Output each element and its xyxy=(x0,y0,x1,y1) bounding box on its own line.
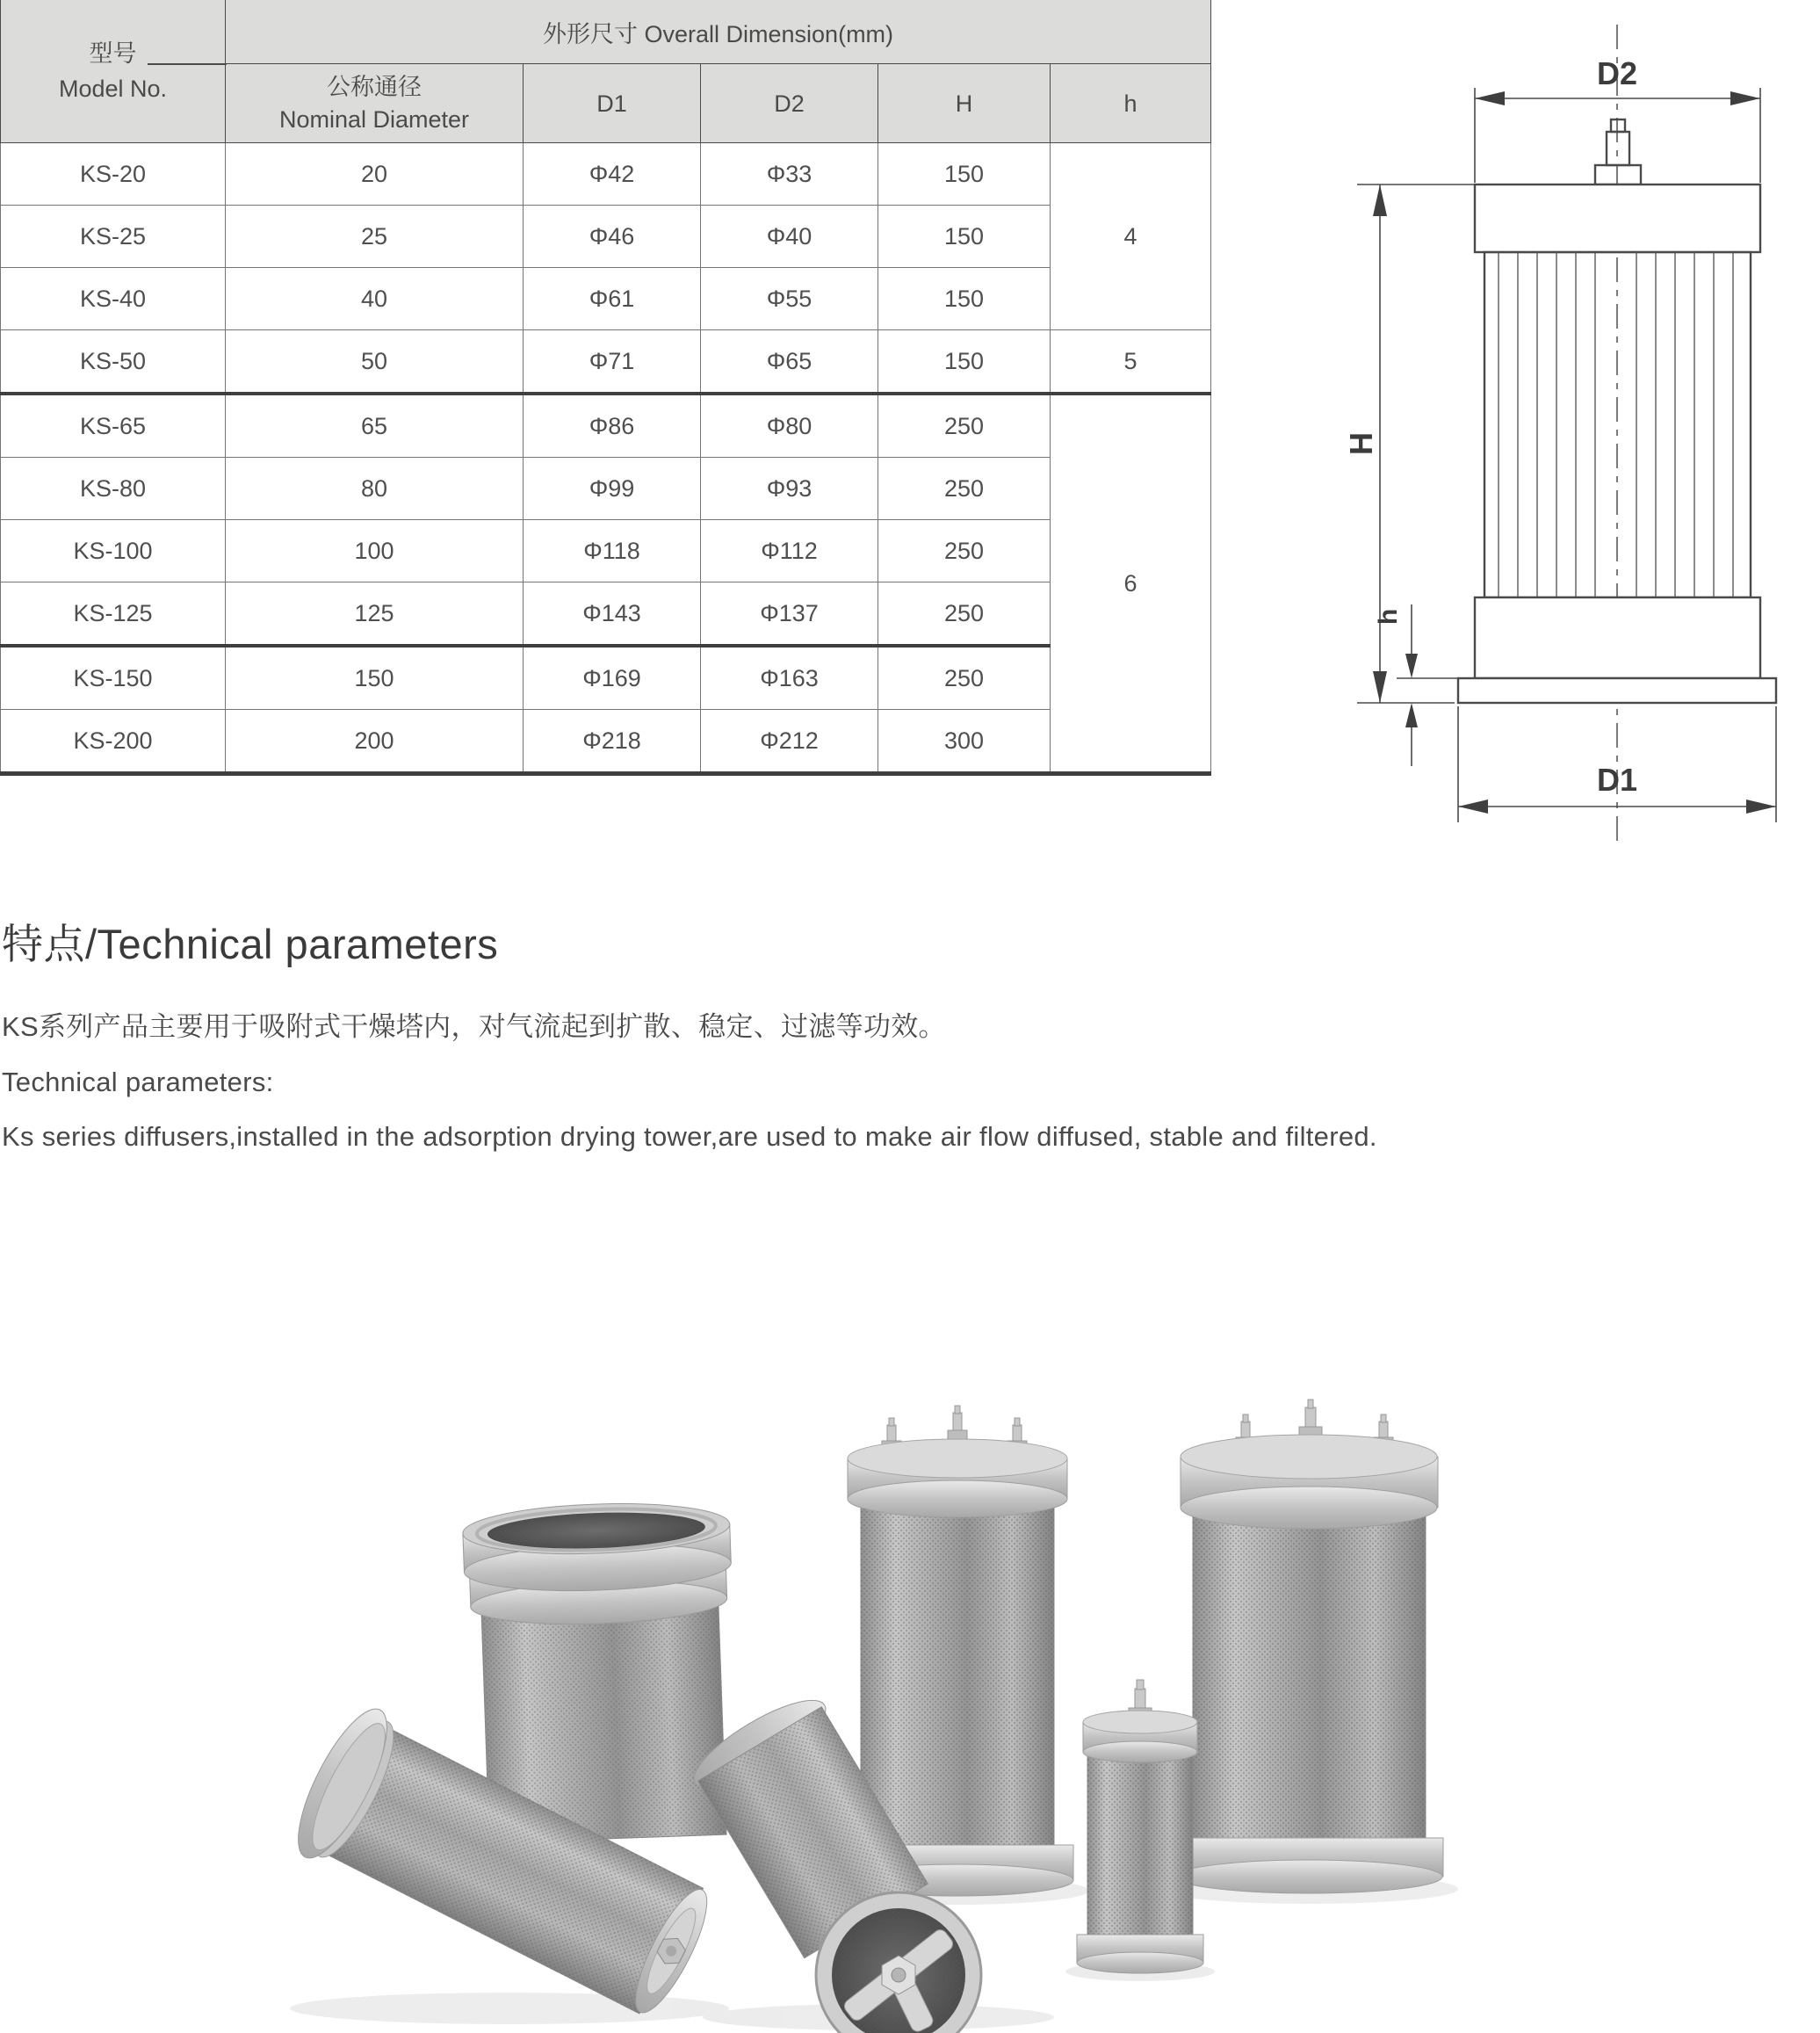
cell-H: 300 xyxy=(878,710,1051,774)
cell-model: KS-125 xyxy=(1,582,226,647)
cell-d2: Φ33 xyxy=(701,143,878,206)
table-row xyxy=(1,710,1211,774)
arrowhead xyxy=(1458,799,1488,814)
header-h: h xyxy=(1051,64,1211,143)
cell-model: KS-150 xyxy=(1,646,226,710)
cell-dn: 25 xyxy=(226,206,524,268)
arrowhead xyxy=(1475,91,1505,105)
header-nominal-diameter xyxy=(226,64,524,143)
cell-d1: Φ71 xyxy=(524,330,701,394)
stud-tip xyxy=(1611,119,1625,132)
cell-dn: 40 xyxy=(226,268,524,330)
cell-H: 250 xyxy=(878,646,1051,710)
bottom-collar xyxy=(1475,597,1760,678)
features-heading: 特点/Technical parameters xyxy=(2,921,499,967)
base-flange xyxy=(1458,678,1776,703)
stud-base xyxy=(1595,165,1641,184)
cell-d1: Φ99 xyxy=(524,458,701,520)
cell-h-group-4: 4 xyxy=(1051,143,1211,330)
cell-H: 150 xyxy=(878,268,1051,330)
header-nominal-cn: 公称通径 xyxy=(327,74,422,101)
cell-dn: 150 xyxy=(226,646,524,710)
mesh-body xyxy=(1484,252,1751,597)
label-H: H xyxy=(1343,432,1379,455)
cell-h-group-5: 5 xyxy=(1051,330,1211,394)
cell-H: 250 xyxy=(878,458,1051,520)
cell-dn: 200 xyxy=(226,710,524,774)
top-cap xyxy=(1475,184,1760,252)
table-row xyxy=(1,520,1211,582)
cell-d1: Φ118 xyxy=(524,520,701,582)
cell-d1: Φ86 xyxy=(524,394,701,458)
table-row xyxy=(1,458,1211,520)
header-divider-notch xyxy=(148,63,227,65)
table-row xyxy=(1,646,1211,710)
cell-d2: Φ55 xyxy=(701,268,878,330)
filter-standing-large xyxy=(1175,1400,1443,1893)
header-model-no xyxy=(1,0,226,143)
cell-H: 250 xyxy=(878,394,1051,458)
cell-dn: 125 xyxy=(226,582,524,647)
arrowhead xyxy=(1373,671,1387,703)
cell-dn: 65 xyxy=(226,394,524,458)
table-row xyxy=(1,582,1211,647)
cell-dn: 100 xyxy=(226,520,524,582)
features-section xyxy=(2,912,1407,1153)
h-dimension xyxy=(1397,604,1458,766)
cell-model: KS-80 xyxy=(1,458,226,520)
table-row xyxy=(1,206,1211,268)
d2-dimension xyxy=(1475,88,1760,183)
cell-d2: Φ40 xyxy=(701,206,878,268)
header-d1: D1 xyxy=(524,64,701,143)
arrowhead xyxy=(1373,184,1387,216)
cell-d2: Φ212 xyxy=(701,710,878,774)
stud-body xyxy=(1607,132,1629,165)
mesh-pleat-lines xyxy=(1499,252,1733,597)
cell-d1: Φ61 xyxy=(524,268,701,330)
features-line-label: Technical parameters: xyxy=(2,1067,274,1097)
arrowhead xyxy=(1405,654,1418,678)
header-nominal-en: Nominal Diameter xyxy=(278,105,470,133)
H-dimension xyxy=(1357,184,1475,703)
table-row xyxy=(1,268,1211,330)
table-row xyxy=(1,330,1211,394)
cell-H: 150 xyxy=(878,143,1051,206)
cell-d2: Φ80 xyxy=(701,394,878,458)
arrowhead xyxy=(1730,91,1760,105)
cell-d1: Φ169 xyxy=(524,646,701,710)
label-h: h xyxy=(1374,608,1403,626)
label-d2: D2 xyxy=(1596,55,1638,91)
d1-dimension xyxy=(1458,706,1776,822)
cell-model: KS-20 xyxy=(1,143,226,206)
header-H: H xyxy=(878,64,1051,143)
header-model-cn: 型号 xyxy=(89,40,137,67)
product-photo xyxy=(246,1371,1564,2033)
dimension-table xyxy=(0,0,1211,776)
cell-d2: Φ65 xyxy=(701,330,878,394)
cell-model: KS-40 xyxy=(1,268,226,330)
cell-model: KS-65 xyxy=(1,394,226,458)
filter-standing-small xyxy=(1077,1680,1203,1973)
arrowhead xyxy=(1405,703,1418,727)
header-model-en: Model No. xyxy=(58,76,168,102)
cell-d2: Φ112 xyxy=(701,520,878,582)
cell-h-group-6: 6 xyxy=(1051,394,1211,774)
header-d2: D2 xyxy=(701,64,878,143)
cell-d1: Φ143 xyxy=(524,582,701,647)
cell-model: KS-200 xyxy=(1,710,226,774)
cell-H: 150 xyxy=(878,206,1051,268)
features-line-cn: KS系列产品主要用于吸附式干燥塔内，对气流起到扩散、稳定、过滤等功效。 xyxy=(2,1011,946,1042)
cell-model: KS-50 xyxy=(1,330,226,394)
table-row xyxy=(1,394,1211,458)
cell-d1: Φ46 xyxy=(524,206,701,268)
cell-d1: Φ218 xyxy=(524,710,701,774)
cell-model: KS-100 xyxy=(1,520,226,582)
cell-d2: Φ137 xyxy=(701,582,878,647)
cell-dn: 80 xyxy=(226,458,524,520)
label-d1: D1 xyxy=(1596,762,1638,798)
cell-dn: 20 xyxy=(226,143,524,206)
cell-H: 250 xyxy=(878,582,1051,647)
cell-H: 250 xyxy=(878,520,1051,582)
cell-d2: Φ163 xyxy=(701,646,878,710)
table-row xyxy=(1,143,1211,206)
features-line-en: Ks series diffusers,installed in the adsorption drying tower,are used to make air flow diffused, stable and filtered. xyxy=(2,1121,1377,1152)
cell-dn: 50 xyxy=(226,330,524,394)
arrowhead xyxy=(1746,799,1776,814)
header-overall-dimension: 外形尺寸 Overall Dimension(mm) xyxy=(226,0,1211,64)
cell-H: 150 xyxy=(878,330,1051,394)
cell-model: KS-25 xyxy=(1,206,226,268)
cell-d1: Φ42 xyxy=(524,143,701,206)
cell-d2: Φ93 xyxy=(701,458,878,520)
